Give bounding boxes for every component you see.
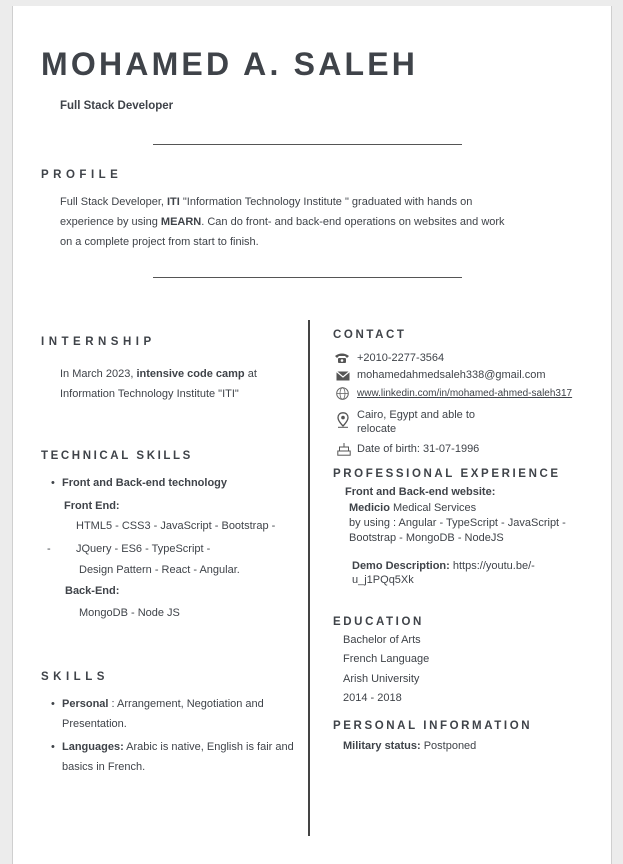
globe-icon xyxy=(336,387,349,400)
skills-languages xyxy=(62,737,302,777)
experience-demo-url-line-2[interactable]: u_j1PQq5Xk xyxy=(352,574,414,586)
front-end-line-3: Design Pattern - React - Angular. xyxy=(79,564,240,576)
back-end-label: Back-End: xyxy=(65,585,120,597)
divider-top xyxy=(153,144,462,145)
birthday-cake-icon xyxy=(337,442,351,456)
contact-phone[interactable]: +2010-2277-3564 xyxy=(357,352,445,364)
back-end-line: MongoDB - Node JS xyxy=(79,607,180,619)
experience-project: Medicio Medical Services xyxy=(349,502,477,514)
military-status: Military status: Postponed xyxy=(343,740,477,752)
stray-dash: - xyxy=(47,543,51,555)
experience-heading: PROFESSIONAL EXPERIENCE xyxy=(333,468,561,480)
skills-personal xyxy=(62,694,302,734)
front-end-line-1: HTML5 - CSS3 - JavaScript - Bootstrap - xyxy=(76,520,276,532)
job-title: Full Stack Developer xyxy=(60,100,174,112)
location-pin-icon xyxy=(337,412,349,428)
education-item: Bachelor of Arts xyxy=(343,634,421,646)
divider-profile xyxy=(153,277,462,278)
skills-personal-line-2: Presentation. xyxy=(62,718,127,730)
skills-languages-line-2: basics in French. xyxy=(62,761,146,773)
column-divider xyxy=(308,320,310,836)
profile-line: experience by using MEARN. Can do front- and back-end operations on websites and work xyxy=(60,216,505,228)
tech-bullet-text: Front and Back-end technology xyxy=(62,477,228,489)
education-item: Arish University xyxy=(343,673,420,685)
internship-text xyxy=(60,364,300,404)
experience-demo: Demo Description: https://youtu.be/- xyxy=(352,560,535,572)
profile-line: Full Stack Developer, ITI "Information Technology Institute " graduated with hands on xyxy=(60,196,473,208)
contact-linkedin-link[interactable]: www.linkedin.com/in/mohamed-ahmed-saleh317 xyxy=(357,388,573,399)
contact-dob: Date of birth: 31-07-1996 xyxy=(357,443,480,455)
experience-using-line-1: by using : Angular - TypeScript - JavaScript - xyxy=(349,517,566,529)
front-end-label: Front End: xyxy=(64,500,120,512)
internship-line-2: Information Technology Institute "ITI" xyxy=(60,388,239,400)
internship-line-1: In March 2023, intensive code camp at xyxy=(60,368,257,380)
mail-icon xyxy=(336,371,350,381)
bullet-dot: • xyxy=(51,477,55,489)
contact-heading: CONTACT xyxy=(333,329,407,341)
skills-personal-line-1: Personal : Arrangement, Negotiation and xyxy=(62,698,264,710)
contact-email[interactable]: mohamedahmedsaleh338@gmail.com xyxy=(357,369,546,381)
contact-location-line-2: relocate xyxy=(357,423,397,435)
contact-location xyxy=(357,408,475,436)
bullet-dot: • xyxy=(51,741,55,753)
profile-text xyxy=(60,192,530,252)
phone-icon xyxy=(334,352,350,364)
technical-skills-heading: TECHNICAL SKILLS xyxy=(41,450,193,462)
profile-line: on a complete project from start to finish. xyxy=(60,236,259,248)
education-heading: EDUCATION xyxy=(333,616,424,628)
resume-name: MOHAMED A. SALEH xyxy=(41,46,419,82)
resume-page xyxy=(12,6,612,864)
education-item: French Language xyxy=(343,653,430,665)
skills-heading: SKILLS xyxy=(41,671,109,683)
education-item: 2014 - 2018 xyxy=(343,692,402,704)
contact-location-line-1: Cairo, Egypt and able to xyxy=(357,409,476,421)
internship-heading: INTERNSHIP xyxy=(41,336,156,348)
skills-languages-line-1: Languages: Arabic is native, English is fair and xyxy=(62,741,294,753)
front-end-line-2: JQuery - ES6 - TypeScript - xyxy=(76,543,211,555)
profile-heading: PROFILE xyxy=(41,169,123,181)
experience-using-line-2: Bootstrap - MongoDB - NodeJS xyxy=(349,532,504,544)
bullet-dot: • xyxy=(51,698,55,710)
personal-info-heading: PERSONAL INFORMATION xyxy=(333,720,533,732)
experience-title: Front and Back-end website: xyxy=(345,486,496,498)
